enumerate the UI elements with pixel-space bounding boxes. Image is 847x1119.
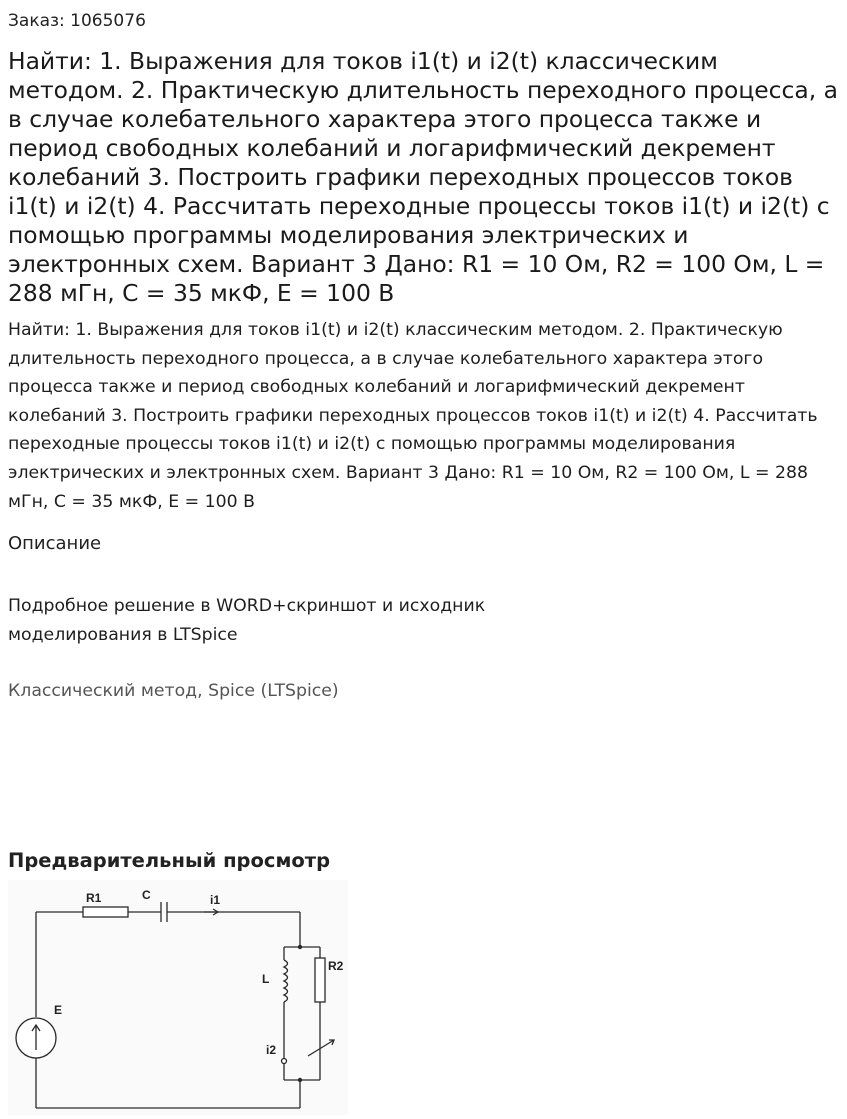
- description-text: Подробное решение в WORD+скриншот и исходник моделирования в LTSpice: [8, 596, 486, 645]
- label-i2: i2: [266, 1043, 277, 1057]
- r1-resistor: [83, 907, 128, 917]
- label-r2: R2: [328, 959, 344, 973]
- preview-image[interactable]: [8, 880, 348, 1115]
- label-i1: i1: [210, 893, 221, 907]
- description-heading: Описание: [8, 533, 102, 554]
- label-l: L: [262, 972, 270, 986]
- page-title: Найти: 1. Выражения для токов i1(t) и i2(t) классическим методом. 2. Практическую длительность переходного процесса, а в случае колебательного характера этого процесса также и период свободных колебаний и логарифмический декремент колебаний 3. Построить графики переходных процессов токов i1(t) и i2(t) 4. Рассчитать переходные процессы токов i1(t) и i2(t) с помощью программы моделирования электрических и электронных схем. Вариант 3 Дано: R1 = 10 Ом, R2 = 100 Ом, L = 288 мГн, C = 35 мкФ, E = 100 В: [8, 47, 838, 307]
- i2-marker: [282, 1059, 287, 1064]
- order-number: Заказ: 1065076: [8, 11, 146, 31]
- preview-heading: Предварительный просмотр: [8, 849, 331, 872]
- label-e: E: [54, 1003, 63, 1017]
- tags: Классический метод, Spice (LTSpice): [8, 681, 339, 701]
- circuit-diagram: [8, 880, 348, 1115]
- r2-resistor: [315, 958, 325, 1002]
- task-text: Найти: 1. Выражения для токов i1(t) и i2(t) классическим методом. 2. Практическую длительность переходного процесса, а в случае колебательного характера этого процесса также и период свободных колебаний и логарифмический декремент колебаний 3. Построить графики переходных процессов токов i1(t) и i2(t) 4. Рассчитать переходные процессы токов i1(t) и i2(t) с помощью программы моделирования электрических и электронных схем. Вариант 3 Дано: R1 = 10 Ом, R2 = 100 Ом, L = 288 мГн, C = 35 мкФ, E = 100 В: [8, 320, 818, 512]
- label-r1: R1: [86, 891, 102, 905]
- label-c: C: [142, 888, 151, 902]
